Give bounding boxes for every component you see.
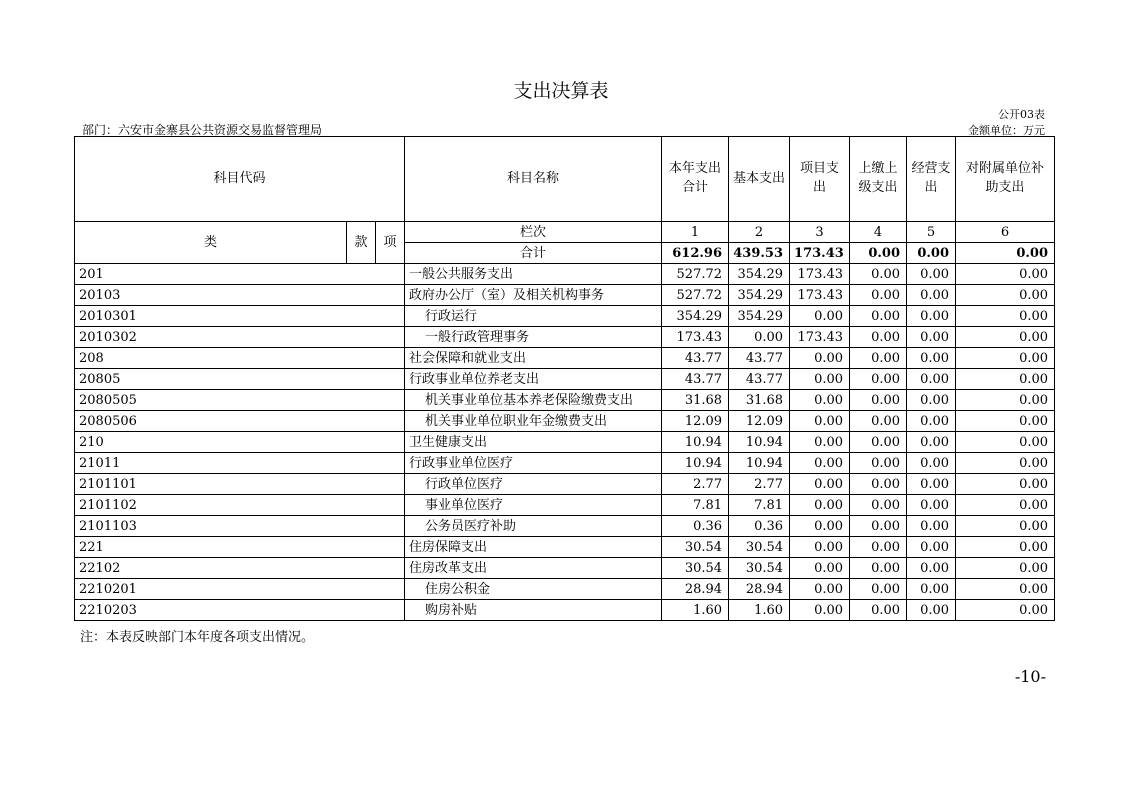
table-row xyxy=(75,285,1055,306)
amount-cell: 0.00 xyxy=(956,327,1055,348)
amount-cell: 0.00 xyxy=(790,453,850,474)
table-row xyxy=(75,558,1055,579)
subject-code: 2080506 xyxy=(75,411,405,432)
amount-cell: 0.00 xyxy=(790,348,850,369)
amount-cell: 0.00 xyxy=(790,432,850,453)
amount-cell: 0.00 xyxy=(907,264,956,285)
subject-name: 行政事业单位养老支出 xyxy=(405,369,662,390)
subject-code: 2010301 xyxy=(75,306,405,327)
table-row xyxy=(75,369,1055,390)
amount-cell: 0.00 xyxy=(850,495,907,516)
table-row xyxy=(75,390,1055,411)
amount-cell: 173.43 xyxy=(790,264,850,285)
amount-cell: 43.77 xyxy=(729,348,790,369)
amount-cell: 2.77 xyxy=(729,474,790,495)
column-number: 4 xyxy=(850,222,907,243)
amount-cell: 354.29 xyxy=(662,306,729,327)
header-remit-superior: 上缴上级支出 xyxy=(850,137,907,222)
amount-cell: 0.00 xyxy=(907,327,956,348)
amount-cell: 0.00 xyxy=(850,579,907,600)
amount-cell: 0.00 xyxy=(956,390,1055,411)
header-operating-expenditure: 经营支出 xyxy=(907,137,956,222)
amount-cell: 0.00 xyxy=(907,411,956,432)
amount-cell: 31.68 xyxy=(729,390,790,411)
column-number: 5 xyxy=(907,222,956,243)
subject-code: 2010302 xyxy=(75,327,405,348)
table-row xyxy=(75,516,1055,537)
total-value: 0.00 xyxy=(956,243,1055,264)
subject-code: 21011 xyxy=(75,453,405,474)
amount-cell: 0.00 xyxy=(850,453,907,474)
subject-name: 机关事业单位职业年金缴费支出 xyxy=(405,411,662,432)
amount-cell: 0.00 xyxy=(850,600,907,621)
amount-cell: 0.00 xyxy=(850,348,907,369)
amount-cell: 0.00 xyxy=(850,327,907,348)
subject-code: 2210203 xyxy=(75,600,405,621)
table-row xyxy=(75,327,1055,348)
amount-cell: 0.00 xyxy=(850,285,907,306)
footnote: 注：本表反映部门本年度各项支出情况。 xyxy=(80,630,315,645)
amount-cell: 0.00 xyxy=(956,537,1055,558)
amount-cell: 0.00 xyxy=(790,516,850,537)
amount-cell: 12.09 xyxy=(662,411,729,432)
subject-code: 2101102 xyxy=(75,495,405,516)
amount-cell: 0.00 xyxy=(956,348,1055,369)
amount-cell: 354.29 xyxy=(729,306,790,327)
subject-code: 20805 xyxy=(75,369,405,390)
amount-cell: 0.00 xyxy=(907,495,956,516)
subject-code: 208 xyxy=(75,348,405,369)
header-kuan: 款 xyxy=(347,222,376,264)
amount-cell: 0.00 xyxy=(907,348,956,369)
amount-cell: 30.54 xyxy=(729,537,790,558)
table-row xyxy=(75,474,1055,495)
amount-cell: 0.00 xyxy=(790,537,850,558)
amount-cell: 0.36 xyxy=(662,516,729,537)
amount-cell: 527.72 xyxy=(662,264,729,285)
subject-name: 机关事业单位基本养老保险缴费支出 xyxy=(405,390,662,411)
amount-cell: 0.00 xyxy=(850,537,907,558)
amount-cell: 10.94 xyxy=(729,453,790,474)
amount-cell: 0.00 xyxy=(907,306,956,327)
amount-cell: 0.00 xyxy=(907,600,956,621)
table-row xyxy=(75,264,1055,285)
amount-cell: 0.00 xyxy=(956,579,1055,600)
amount-cell: 0.00 xyxy=(907,579,956,600)
amount-cell: 0.00 xyxy=(907,369,956,390)
amount-cell: 0.00 xyxy=(907,453,956,474)
subject-name: 住房保障支出 xyxy=(405,537,662,558)
amount-cell: 0.00 xyxy=(850,306,907,327)
subject-name: 行政运行 xyxy=(405,306,662,327)
amount-cell: 28.94 xyxy=(729,579,790,600)
subject-code: 210 xyxy=(75,432,405,453)
amount-cell: 354.29 xyxy=(729,285,790,306)
amount-cell: 10.94 xyxy=(662,432,729,453)
amount-cell: 0.00 xyxy=(850,411,907,432)
column-number-row xyxy=(75,222,1055,243)
amount-cell: 0.00 xyxy=(956,264,1055,285)
subject-name: 公务员医疗补助 xyxy=(405,516,662,537)
subject-name: 社会保障和就业支出 xyxy=(405,348,662,369)
amount-cell: 0.00 xyxy=(907,537,956,558)
amount-cell: 0.36 xyxy=(729,516,790,537)
amount-cell: 0.00 xyxy=(907,390,956,411)
subject-name: 购房补贴 xyxy=(405,600,662,621)
amount-cell: 0.00 xyxy=(790,495,850,516)
header-lanci: 栏次 xyxy=(405,222,662,243)
amount-cell: 0.00 xyxy=(956,453,1055,474)
amount-cell: 0.00 xyxy=(956,411,1055,432)
amount-cell: 0.00 xyxy=(850,474,907,495)
amount-cell: 0.00 xyxy=(790,474,850,495)
amount-cell: 0.00 xyxy=(850,390,907,411)
subject-code: 20103 xyxy=(75,285,405,306)
amount-cell: 173.43 xyxy=(790,327,850,348)
header-total-expenditure: 本年支出合计 xyxy=(662,137,729,222)
subject-name: 一般行政管理事务 xyxy=(405,327,662,348)
amount-cell: 7.81 xyxy=(729,495,790,516)
subject-code: 2210201 xyxy=(75,579,405,600)
header-xiang: 项 xyxy=(376,222,405,264)
subject-code: 201 xyxy=(75,264,405,285)
column-number: 3 xyxy=(790,222,850,243)
amount-cell: 0.00 xyxy=(850,432,907,453)
amount-cell: 0.00 xyxy=(956,432,1055,453)
page-number: -10- xyxy=(1014,667,1046,686)
amount-cell: 0.00 xyxy=(907,474,956,495)
amount-cell: 30.54 xyxy=(662,537,729,558)
header-lei: 类 xyxy=(75,222,347,264)
amount-cell: 12.09 xyxy=(729,411,790,432)
amount-cell: 0.00 xyxy=(956,285,1055,306)
header-basic-expenditure: 基本支出 xyxy=(729,137,790,222)
total-value: 0.00 xyxy=(907,243,956,264)
header-name: 科目名称 xyxy=(405,137,662,222)
amount-cell: 7.81 xyxy=(662,495,729,516)
subject-code: 2101101 xyxy=(75,474,405,495)
total-value: 439.53 xyxy=(729,243,790,264)
table-row xyxy=(75,579,1055,600)
table-row xyxy=(75,495,1055,516)
amount-cell: 173.43 xyxy=(662,327,729,348)
department-label: 部门：六安市金寨县公共资源交易监督管理局 xyxy=(82,123,323,137)
subject-code: 22102 xyxy=(75,558,405,579)
amount-cell: 0.00 xyxy=(790,600,850,621)
amount-cell: 0.00 xyxy=(790,579,850,600)
amount-cell: 0.00 xyxy=(790,558,850,579)
amount-cell: 0.00 xyxy=(850,558,907,579)
column-number: 1 xyxy=(662,222,729,243)
total-value: 0.00 xyxy=(850,243,907,264)
amount-cell: 0.00 xyxy=(956,516,1055,537)
amount-cell: 173.43 xyxy=(790,285,850,306)
amount-cell: 0.00 xyxy=(850,516,907,537)
amount-cell: 0.00 xyxy=(956,495,1055,516)
amount-cell: 43.77 xyxy=(662,369,729,390)
amount-cell: 0.00 xyxy=(907,285,956,306)
subject-name: 行政事业单位医疗 xyxy=(405,453,662,474)
amount-cell: 0.00 xyxy=(850,264,907,285)
amount-cell: 0.00 xyxy=(907,432,956,453)
amount-cell: 0.00 xyxy=(790,306,850,327)
amount-cell: 354.29 xyxy=(729,264,790,285)
amount-cell: 0.00 xyxy=(790,369,850,390)
table-row xyxy=(75,432,1055,453)
table-row xyxy=(75,600,1055,621)
table-row xyxy=(75,411,1055,432)
table-row xyxy=(75,348,1055,369)
expenditure-table xyxy=(74,136,1055,621)
amount-cell: 30.54 xyxy=(729,558,790,579)
amount-cell: 10.94 xyxy=(662,453,729,474)
subject-name: 行政单位医疗 xyxy=(405,474,662,495)
table-row xyxy=(75,537,1055,558)
subject-code: 221 xyxy=(75,537,405,558)
amount-cell: 30.54 xyxy=(662,558,729,579)
amount-cell: 0.00 xyxy=(956,369,1055,390)
subject-name: 政府办公厅（室）及相关机构事务 xyxy=(405,285,662,306)
total-value: 612.96 xyxy=(662,243,729,264)
total-value: 173.43 xyxy=(790,243,850,264)
subject-name: 一般公共服务支出 xyxy=(405,264,662,285)
column-number: 6 xyxy=(956,222,1055,243)
amount-cell: 0.00 xyxy=(729,327,790,348)
page-title: 支出决算表 xyxy=(513,80,609,102)
subject-code: 2080505 xyxy=(75,390,405,411)
subject-name: 事业单位医疗 xyxy=(405,495,662,516)
table-code: 公开03表 xyxy=(998,108,1045,121)
amount-cell: 43.77 xyxy=(729,369,790,390)
subject-code: 2101103 xyxy=(75,516,405,537)
amount-cell: 2.77 xyxy=(662,474,729,495)
subject-name: 住房改革支出 xyxy=(405,558,662,579)
amount-cell: 0.00 xyxy=(956,558,1055,579)
amount-cell: 527.72 xyxy=(662,285,729,306)
amount-cell: 28.94 xyxy=(662,579,729,600)
amount-cell: 31.68 xyxy=(662,390,729,411)
column-number: 2 xyxy=(729,222,790,243)
amount-cell: 0.00 xyxy=(956,306,1055,327)
amount-cell: 1.60 xyxy=(729,600,790,621)
total-label: 合计 xyxy=(405,243,662,264)
subject-name: 住房公积金 xyxy=(405,579,662,600)
unit-label: 金额单位：万元 xyxy=(968,124,1045,137)
header-project-expenditure: 项目支出 xyxy=(790,137,850,222)
table-row xyxy=(75,306,1055,327)
subject-name: 卫生健康支出 xyxy=(405,432,662,453)
amount-cell: 0.00 xyxy=(956,474,1055,495)
amount-cell: 0.00 xyxy=(956,600,1055,621)
amount-cell: 0.00 xyxy=(790,390,850,411)
amount-cell: 43.77 xyxy=(662,348,729,369)
table-row xyxy=(75,453,1055,474)
amount-cell: 0.00 xyxy=(907,558,956,579)
amount-cell: 1.60 xyxy=(662,600,729,621)
amount-cell: 10.94 xyxy=(729,432,790,453)
header-row xyxy=(75,137,1055,222)
amount-cell: 0.00 xyxy=(907,516,956,537)
header-code: 科目代码 xyxy=(75,137,405,222)
header-subsidiary-subsidy: 对附属单位补助支出 xyxy=(956,137,1055,222)
amount-cell: 0.00 xyxy=(790,411,850,432)
amount-cell: 0.00 xyxy=(850,369,907,390)
